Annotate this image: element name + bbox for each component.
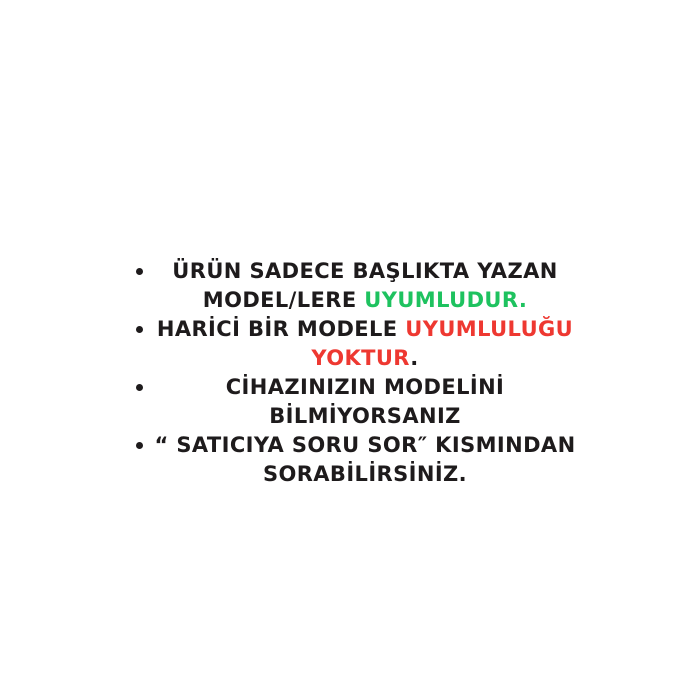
notice-line	[128, 460, 602, 489]
notice-item	[128, 431, 602, 489]
notice-text-segment: ÜRÜN SADECE BAŞLIKTA YAZAN	[172, 259, 558, 283]
notice-text-segment: YOKTUR	[311, 346, 411, 370]
notice-text-segment: CİHAZINIZIN MODELİNİ	[225, 375, 505, 399]
notice-item	[128, 257, 602, 315]
notice-text-segment: HARİCİ BİR MODELE	[156, 317, 406, 341]
notice-line	[128, 286, 602, 315]
notice-text-segment: UYUMLULUĞU	[405, 317, 574, 341]
notice-text-segment: SORABİLİRSİNİZ.	[262, 462, 468, 486]
notice-line	[128, 431, 602, 460]
bullet-icon	[136, 384, 143, 391]
notice-text-segment: MODEL/LERE	[202, 288, 365, 312]
notice-item	[128, 315, 602, 373]
notice-text-segment: .	[410, 346, 419, 370]
bullet-icon	[136, 442, 143, 449]
notice-line	[128, 257, 602, 286]
notice-item	[128, 373, 602, 431]
notice-line	[128, 315, 602, 344]
notice-text-segment: “ SATICIYA SORU SOR″ KISMINDAN	[154, 433, 576, 457]
bullet-icon	[136, 268, 143, 275]
notice-text-segment: BİLMİYORSANIZ	[269, 404, 461, 428]
notice-line	[128, 344, 602, 373]
bullet-icon	[136, 326, 143, 333]
notice-text-segment: UYUMLUDUR.	[364, 288, 528, 312]
notice-line	[128, 402, 602, 431]
notice-line	[128, 373, 602, 402]
notice-list	[128, 257, 602, 489]
